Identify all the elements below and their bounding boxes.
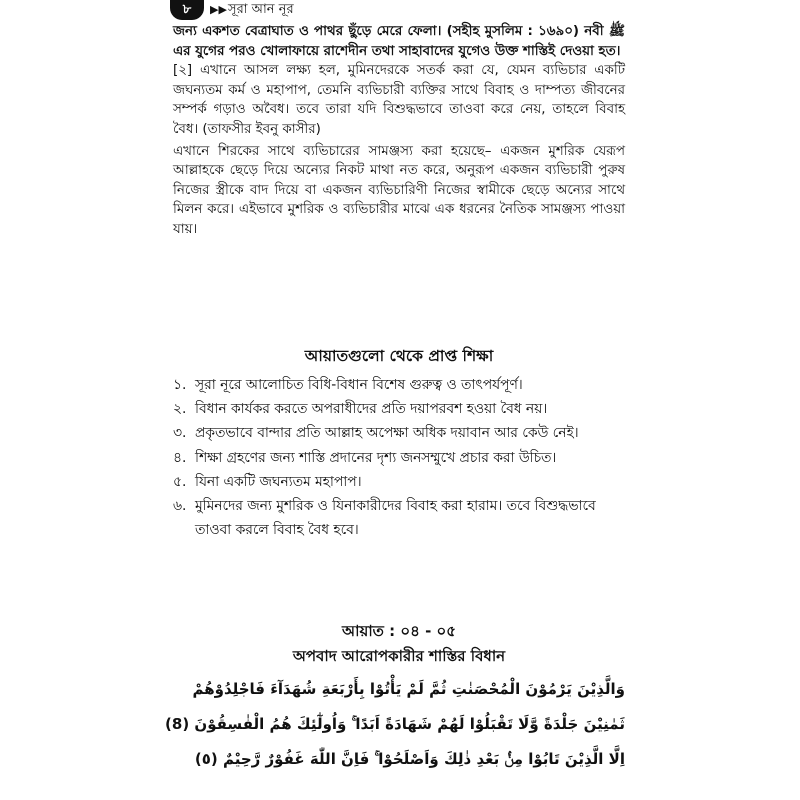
- lesson-text: শিক্ষা গ্রহণের জন্য শাস্তি প্রদানের দৃশ্য জনসম্মুখে প্রচার করা উচিত।: [195, 449, 557, 466]
- lesson-text: যিনা একটি জঘন্যতম মহাপাপ।: [195, 473, 362, 490]
- page-header: [170, 0, 800, 22]
- commentary-paragraph: জন্য একশত বেত্রাঘাত ও পাথর ছুঁড়ে মেরে ফেলা। (সহীহ মুসলিম : ১৬৯০) নবী ﷺ এর যুগের পরও খোলাফায়ে রাশেদীন তথা সাহাবাদের যুগেও উক্ত শাস্তিই দেওয়া হত।: [173, 24, 625, 59]
- lesson-number: ৬.: [173, 498, 187, 515]
- double-arrow-icon: ▶▶: [210, 3, 227, 16]
- lesson-number: ৫.: [173, 473, 187, 490]
- lesson-item: [173, 494, 625, 542]
- surah-title: সূরা আন নূর: [228, 2, 294, 17]
- page-number-badge: ৮: [170, 0, 204, 20]
- arabic-line: وَالَّذِيْنَ يَرْمُوْنَ الْمُحْصَنٰتِ ثُمَّ لَمْ يَأْتُوْا بِأَرْبَعَةِ شُهَدَآءَ فَاجْلِدُوْهُمْ: [192, 680, 625, 698]
- lesson-number: ৪.: [173, 449, 187, 466]
- lessons-list: [173, 373, 625, 542]
- lesson-number: ৩.: [173, 425, 187, 442]
- verse-title: অপবাদ আরোপকারীর শাস্তির বিধান: [292, 647, 506, 665]
- lesson-item: [173, 373, 625, 397]
- commentary-body: [173, 22, 625, 240]
- lesson-number: ১.: [173, 377, 187, 393]
- arabic-line: ثَمٰنِيْنَ جَلْدَةً وَّلَا تَقْبَلُوْا لَهُمْ شَهَادَةً اَبَدًا ۚ وَاُولٰٓئِكَ هُمُ الْفٰسِقُوْنَ (8): [165, 715, 625, 733]
- lesson-number: ২.: [173, 401, 187, 418]
- lesson-text: সূরা নূরে আলোচিত বিধি-বিধান বিশেষ গুরুত্ব ও তাৎপর্যপূর্ণ।: [195, 377, 523, 393]
- lesson-item: [173, 470, 625, 494]
- commentary-paragraph: [২] এখানে আসল লক্ষ্য হল, মুমিনদেরকে সতর্ক করা যে, যেমন ব্যভিচার একটি জঘন্যতম কর্ম ও মহাপাপ, তেমনি ব্যভিচারী ব্যক্তির সাথে বিবাহ ও দাম্পত্য জীবনের সম্পর্ক গড়াও অবৈধ। তবে তারা যদি বিশুদ্ধভাবে তাওবা করে নেয়, তাহলে বিবাহ বৈধ। (তাফসীর ইবনু কাসীর): [173, 63, 625, 137]
- commentary-paragraph: এখানে শিরকের সাথে ব্যভিচারের সামঞ্জস্য করা হয়েছে– একজন মুশরিক যেরূপ আল্লাহকে ছেড়ে দিয়ে অন্যের নিকট মাথা নত করে, অনুরূপ একজন ব্যভিচারী পুরুষ নিজের স্ত্রীকে বাদ দিয়ে বা একজন ব্যভিচারিণী নিজের স্বামীকে ছেড়ে অন্যের সাথে মিলন করে। এইভাবে মুশরিক ও ব্যভিচারীর মাঝে এক ধরনের নৈতিক সামঞ্জস্য পাওয়া যায়।: [173, 143, 625, 237]
- lesson-item: [173, 446, 625, 470]
- lesson-text: বিধান কার্যকর করতে অপরাধীদের প্রতি দয়াপরবশ হওয়া বৈধ নয়।: [195, 401, 548, 418]
- lesson-text: প্রকৃতভাবে বান্দার প্রতি আল্লাহ অপেক্ষা অধিক দয়াবান আর কেউ নেই।: [195, 425, 579, 442]
- arabic-verse: [165, 672, 625, 777]
- lesson-item: [173, 397, 625, 421]
- lessons-heading: আয়াতগুলো থেকে প্রাপ্ত শিক্ষা: [304, 347, 494, 365]
- lesson-item: [173, 421, 625, 445]
- verse-reference: আয়াত : ০৪ - ০৫: [341, 622, 457, 640]
- lesson-text: মুমিনদের জন্য মুশরিক ও যিনাকারীদের বিবাহ করা হারাম। তবে বিশুদ্ধভাবে তাওবা করলে বিবাহ বৈধ হবে।: [195, 498, 596, 539]
- arabic-line: اِلَّا الَّذِيْنَ تَابُوْا مِنْۢ بَعْدِ ذٰلِكَ وَاَصْلَحُوْا ۚ فَاِنَّ اللّٰهَ غَفُوْرٌ رَّحِيْمٌ (٥): [194, 750, 625, 768]
